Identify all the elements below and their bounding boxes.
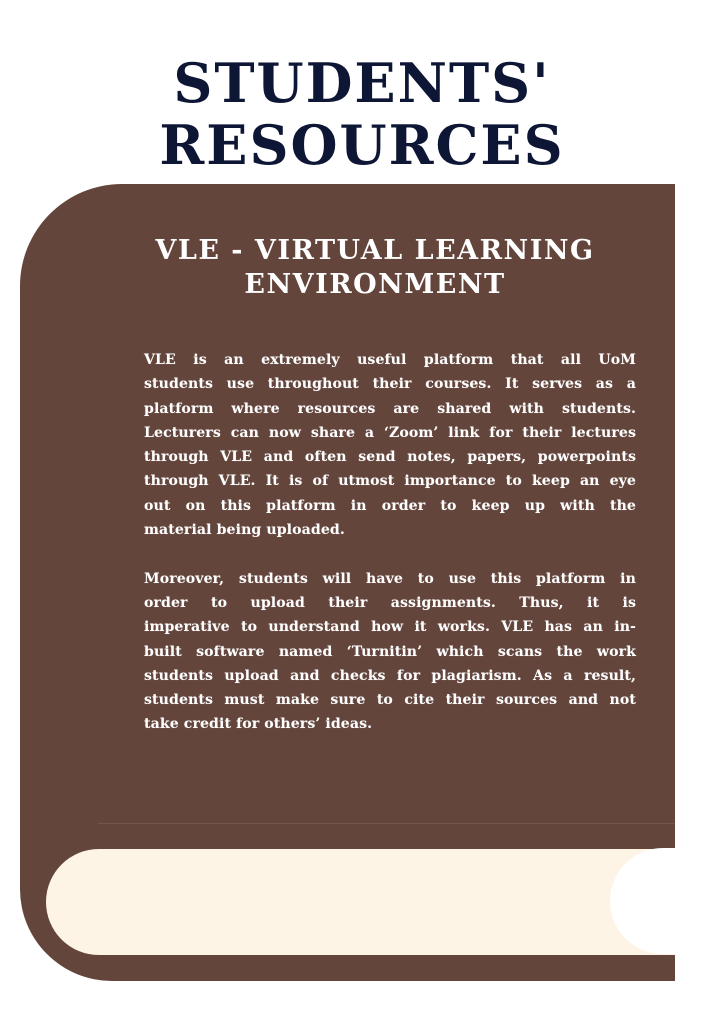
text-line: through VLE. It is of utmost importance to keep an eye (144, 473, 636, 490)
paragraph-vle-overview (144, 348, 636, 542)
body-text (144, 348, 636, 761)
book-divider (98, 823, 675, 824)
text-line: order to upload their assignments. Thus, it is (144, 594, 636, 611)
text-line: out on this platform in order to keep up with the (144, 497, 636, 514)
text-line: material being uploaded. (144, 522, 345, 539)
text-line: Moreover, students will have to use this platform in (144, 570, 636, 587)
section-heading-line-1: VLE - VIRTUAL LEARNING (155, 235, 595, 266)
text-line: built software named ‘Turnitin’ which scans the work (144, 643, 636, 660)
book-pages (46, 849, 675, 955)
text-line: VLE is an extremely useful platform that all UoM (144, 352, 636, 368)
page-title-line-2: RESOURCES (159, 113, 565, 177)
text-line: through VLE and often send notes, papers, powerpoints (144, 449, 636, 466)
text-line: imperative to understand how it works. VLE has an in- (144, 619, 636, 636)
text-line: students use throughout their courses. It serves as a (144, 376, 636, 393)
paragraph-vle-assignments (144, 567, 636, 737)
text-line: students must make sure to cite their sources and not (144, 692, 636, 709)
page-title (0, 52, 724, 176)
text-line: take credit for others’ ideas. (144, 716, 373, 733)
text-line: Lecturers can now share a ‘Zoom’ link for their lectures (144, 424, 636, 441)
section-heading (135, 234, 615, 302)
text-line: platform where resources are shared with students. (144, 400, 636, 417)
section-heading-line-2: ENVIRONMENT (244, 269, 506, 300)
page-title-line-1: STUDENTS' (173, 51, 551, 115)
text-line: students upload and checks for plagiarism. As a result, (144, 667, 636, 684)
